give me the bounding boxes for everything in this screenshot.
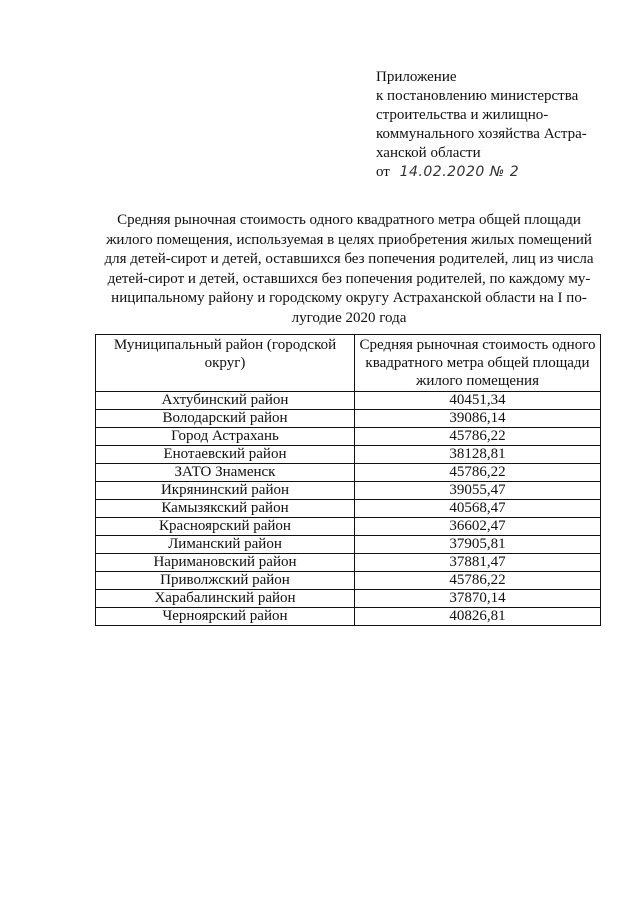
price-cell: 39086,14 xyxy=(355,410,601,428)
table-row xyxy=(96,536,601,554)
district-cell: Камызякский район xyxy=(96,500,355,518)
price-cell: 40826,81 xyxy=(355,608,601,626)
table-row xyxy=(96,608,601,626)
title-line: детей-сирот и детей, оставшихся без попечения родителей, по каждому му- xyxy=(107,270,591,287)
appendix-header xyxy=(376,68,616,182)
table-row xyxy=(96,464,601,482)
price-table xyxy=(95,334,601,626)
appendix-line: строительства и жилищно- xyxy=(376,107,549,123)
district-cell: Икрянинский район xyxy=(96,482,355,500)
appendix-line: коммунального хозяйства Астра- xyxy=(376,126,587,142)
price-cell: 36602,47 xyxy=(355,518,601,536)
title-line: для детей-сирот и детей, оставшихся без попечения родителей, лиц из числа xyxy=(104,251,594,267)
district-cell: Харабалинский район xyxy=(96,590,355,608)
table-header-row xyxy=(96,335,601,392)
district-cell: Володарский район xyxy=(96,410,355,428)
table-row xyxy=(96,410,601,428)
district-cell: Ахтубинский район xyxy=(96,392,355,410)
district-cell: ЗАТО Знаменск xyxy=(96,464,355,482)
district-column-header: Муниципальный район (городской округ) xyxy=(96,335,355,392)
price-cell: 40568,47 xyxy=(355,500,601,518)
price-column-header: Средняя рыночная стоимость одного квадратного метра общей площади жилого помещения xyxy=(355,335,601,392)
district-cell: Черноярский район xyxy=(96,608,355,626)
document-title xyxy=(96,211,602,328)
price-cell: 45786,22 xyxy=(355,428,601,446)
table-row xyxy=(96,500,601,518)
table-row xyxy=(96,482,601,500)
price-cell: 45786,22 xyxy=(355,464,601,482)
price-cell: 37870,14 xyxy=(355,590,601,608)
table-row xyxy=(96,446,601,464)
district-cell: Город Астрахань xyxy=(96,428,355,446)
title-line: ниципальному району и городскому округу Астраханской области на I по- xyxy=(111,290,587,306)
price-cell: 37905,81 xyxy=(355,536,601,554)
table-row xyxy=(96,572,601,590)
table-body xyxy=(96,392,601,626)
table-row xyxy=(96,590,601,608)
district-cell: Лиманский район xyxy=(96,536,355,554)
price-cell: 39055,47 xyxy=(355,482,601,500)
table-row xyxy=(96,554,601,572)
price-cell: 38128,81 xyxy=(355,446,601,464)
appendix-date-line xyxy=(376,163,616,182)
price-cell: 40451,34 xyxy=(355,392,601,410)
handwritten-date: 14.02.2020 № 2 xyxy=(399,164,520,180)
district-cell: Наримановский район xyxy=(96,554,355,572)
price-cell: 37881,47 xyxy=(355,554,601,572)
district-cell: Енотаевский район xyxy=(96,446,355,464)
district-cell: Красноярский район xyxy=(96,518,355,536)
appendix-line: ханской области xyxy=(376,145,481,161)
table-row xyxy=(96,518,601,536)
price-cell: 45786,22 xyxy=(355,572,601,590)
title-line: Средняя рыночная стоимость одного квадратного метра общей площади xyxy=(117,212,581,228)
district-cell: Приволжский район xyxy=(96,572,355,590)
appendix-line: к постановлению министерства xyxy=(376,88,579,104)
table-row xyxy=(96,392,601,410)
title-line: лугодие 2020 года xyxy=(291,309,407,326)
table-row xyxy=(96,428,601,446)
title-line: жилого помещения, используемая в целях приобретения жилых помещений xyxy=(106,231,592,248)
date-prefix: от xyxy=(376,164,390,180)
appendix-line: Приложение xyxy=(376,69,457,85)
